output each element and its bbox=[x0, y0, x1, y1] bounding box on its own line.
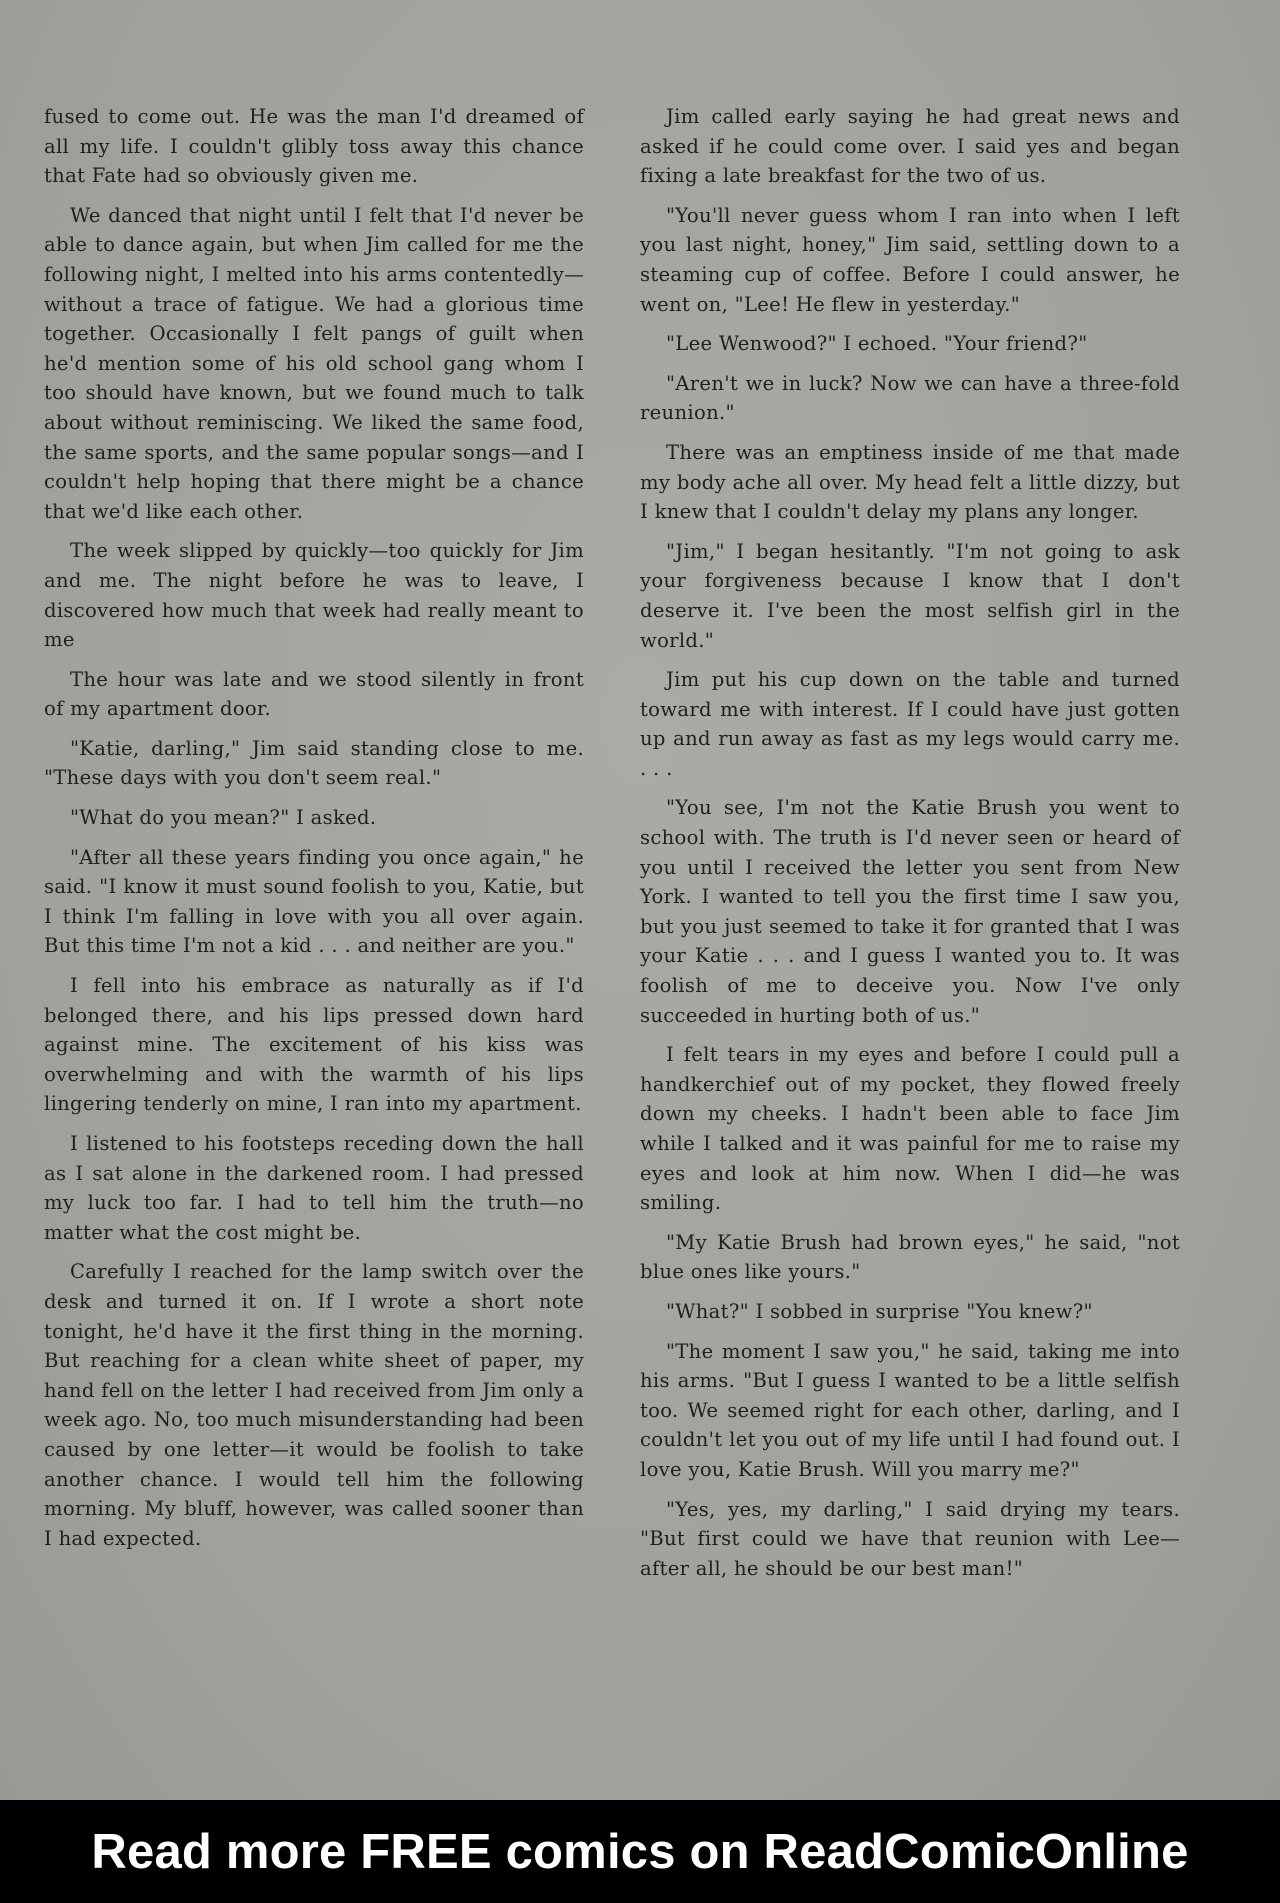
paragraph: "You'll never guess whom I ran into when I left you last night, honey," Jim said, settling down to a steaming cup of coffee. Before I could answer, he went on, "Lee! He flew in yesterday." bbox=[640, 203, 1180, 316]
paragraph: "Katie, darling," Jim said standing close to me. "These days with you don't seem real." bbox=[44, 736, 584, 790]
paragraph: "What?" I sobbed in surprise "You knew?" bbox=[666, 1299, 1093, 1323]
paragraph: Jim called early saying he had great news and asked if he could come over. I said yes and began fixing a late breakfast for the two of us. bbox=[640, 105, 1180, 188]
paragraph: "My Katie Brush had brown eyes," he said, "not blue ones like yours." bbox=[640, 1230, 1180, 1284]
paragraph: The week slipped by quickly—too quickly for Jim and me. The night before he was to leave, I discovered how much that week had really meant to me bbox=[44, 539, 584, 652]
paragraph: "After all these years finding you once again," he said. "I know it must sound foolish to you, Katie, but I think I'm falling in love with you all over again. But this time I'm not a kid . . . and neither are you." bbox=[44, 845, 584, 958]
paragraph: Jim put his cup down on the table and turned toward me with interest. If I could have just gotten up and run away as fast as my legs would carry me. . . . bbox=[640, 668, 1180, 780]
left-text-column bbox=[44, 102, 584, 1563]
paragraph: I fell into his embrace as naturally as if I'd belonged there, and his lips pressed down hard against mine. The excitement of his kiss was overwhelming and with the warmth of his lips lingering tenderly on mine, I ran into my apartment. bbox=[44, 974, 584, 1116]
paragraph: "The moment I saw you," he said, taking me into his arms. "But I guess I wanted to be a little selfish too. We seemed right for each other, darling, and I couldn't let you out of my life until I had found out. I love you, Katie Brush. Will you marry me?" bbox=[640, 1339, 1180, 1481]
paragraph: "Jim," I began hesitantly. "I'm not going to ask your forgiveness because I know that I don't deserve it. I've been the most selfish girl in the world." bbox=[640, 539, 1180, 652]
paragraph: "Yes, yes, my darling," I said drying my tears. "But first could we have that reunion with Lee—after all, he should be our best man!" bbox=[640, 1497, 1180, 1580]
paragraph: I listened to his footsteps receding down the hall as I sat alone in the darkened room. I had pressed my luck too far. I had to tell him the truth—no matter what the cost might be. bbox=[44, 1132, 584, 1244]
paragraph: I felt tears in my eyes and before I could pull a handkerchief out of my pocket, they flowed freely down my cheeks. I hadn't been able to face Jim while I talked and it was painful for me to raise my eyes and look at him now. When I did—he was smiling. bbox=[640, 1043, 1180, 1215]
paragraph: "What do you mean?" I asked. bbox=[70, 806, 377, 830]
promo-banner-text[interactable]: Read more FREE comics on ReadComicOnline bbox=[91, 1824, 1189, 1879]
promo-banner[interactable] bbox=[0, 1800, 1280, 1903]
paragraph: Carefully I reached for the lamp switch over the desk and turned it on. If I wrote a short note tonight, he'd have it the first thing in the morning. But reaching for a clean white sheet of paper, my hand fell on the letter I had received from Jim only a week ago. No, too much misunderstanding had been caused by one letter—it would be foolish to take another chance. I would tell him the following morning. My bluff, however, was called sooner than I had expected. bbox=[44, 1260, 584, 1550]
paragraph: There was an emptiness inside of me that made my body ache all over. My head felt a little dizzy, but I knew that I couldn't delay my plans any longer. bbox=[640, 440, 1180, 524]
right-text-column bbox=[640, 102, 1180, 1593]
paragraph: "Aren't we in luck? Now we can have a three-fold reunion." bbox=[640, 371, 1180, 425]
paragraph: We danced that night until I felt that I'd never be able to dance again, but when Jim called for me the following night, I melted into his arms contentedly—without a trace of fatigue. We had a glorious time together. Occasionally I felt pangs of guilt when he'd mention some of his old school gang whom I too should have known, but we found much to talk about without reminiscing. We liked the same food, the same sports, and the same popular songs—and I couldn't help hoping that there might be a chance that we'd like each other. bbox=[44, 203, 584, 523]
paragraph: "Lee Wenwood?" I echoed. "Your friend?" bbox=[666, 332, 1088, 356]
paragraph: "You see, I'm not the Katie Brush you went to school with. The truth is I'd never seen or heard of you until I received the letter you sent from New York. I wanted to tell you the first time I saw you, but you just seemed to take it for granted that I was your Katie . . . and I guess I wanted you to. It was foolish of me to deceive you. Now I've only succeeded in hurting both of us." bbox=[640, 796, 1180, 1027]
paragraph: The hour was late and we stood silently in front of my apartment door. bbox=[44, 667, 584, 721]
paragraph: fused to come out. He was the man I'd dreamed of all my life. I couldn't glibly toss away this chance that Fate had so obviously given me. bbox=[44, 105, 584, 188]
